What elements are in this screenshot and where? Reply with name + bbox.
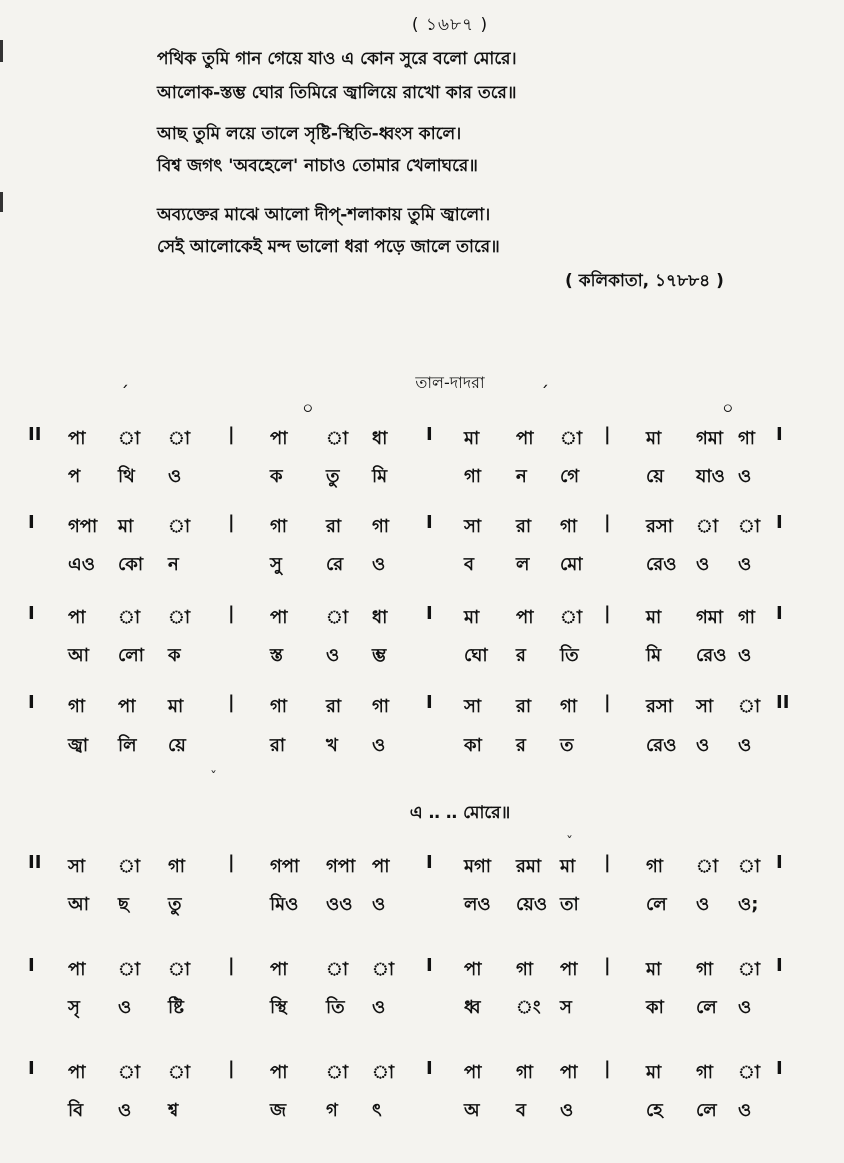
syllable-cell: ম্ভ (372, 645, 387, 666)
swara-cell: া (118, 856, 141, 877)
syllable-cell: হে (646, 1100, 663, 1121)
syllable-cell: ও (168, 466, 182, 487)
swara-cell: I (28, 512, 35, 533)
swara-cell: মা (646, 1062, 662, 1083)
syllable-cell: য়ে (646, 466, 664, 487)
swara-cell: া (738, 856, 761, 877)
swara-cell: গা (68, 696, 86, 717)
syllable-cell: রেও (646, 554, 677, 575)
swara-cell: I (28, 603, 35, 624)
swara-cell: | (228, 852, 235, 873)
swara-cell: া (118, 428, 141, 449)
swara-cell: | (604, 424, 611, 445)
syllable-cell: ও; (738, 894, 759, 915)
swara-cell: | (228, 1058, 235, 1079)
swara-cell: গা (696, 1062, 714, 1083)
syllable-cell: গা (464, 466, 482, 487)
swara-cell: া (372, 959, 395, 980)
page-number: ( ১৬৮৭ ) (411, 15, 489, 35)
swara-cell: পা (560, 959, 578, 980)
lyric-line-6: সেই আলোকেই মন্দ ভালো ধরা পড়ে জালে তারে॥ (157, 237, 500, 257)
syllable-cell: ও (372, 997, 386, 1018)
swara-cell: মা (464, 607, 480, 628)
syllable-cell: তু (168, 894, 182, 915)
syllable-cell: ও (738, 997, 752, 1018)
swara-cell: রা (516, 696, 532, 717)
swara-row (0, 1058, 844, 1088)
syllable-cell: গ (326, 1100, 338, 1121)
syllable-cell: রে (326, 554, 344, 575)
margin-line (0, 192, 3, 212)
swara-row (0, 512, 844, 542)
swara-cell: পা (270, 959, 288, 980)
syllable-cell: ও (372, 735, 386, 756)
swara-cell: I (776, 603, 783, 624)
swara-cell: মা (464, 428, 480, 449)
swara-cell: | (604, 1058, 611, 1079)
swara-cell: II (776, 692, 790, 713)
swara-cell: া (738, 516, 761, 537)
syllable-cell: আ (68, 645, 89, 666)
syllable-cell: কো (118, 554, 144, 575)
swara-cell: রা (326, 696, 342, 717)
syllable-cell: মো (560, 554, 583, 575)
swara-row (0, 692, 844, 722)
syllable-cell: য়ে (168, 735, 186, 756)
swara-cell: া (118, 1062, 141, 1083)
syllable-cell: রা (270, 735, 286, 756)
swara-cell: া (560, 428, 583, 449)
syllable-row (0, 993, 844, 1023)
swara-cell: া (696, 856, 719, 877)
tala-title: তাল-দাদরা (415, 373, 485, 392)
swara-cell: I (426, 424, 433, 445)
swara-cell: গপা (68, 516, 98, 537)
swara-cell: I (28, 955, 35, 976)
syllable-row (0, 550, 844, 580)
stray-mark: ˇ (210, 770, 217, 786)
syllable-cell: ত (560, 735, 574, 756)
swara-cell: া (118, 607, 141, 628)
swara-cell: ধা (372, 428, 388, 449)
syllable-cell: ও (372, 894, 386, 915)
swara-cell: গা (372, 696, 390, 717)
swara-cell: I (776, 424, 783, 445)
swara-cell: া (168, 428, 191, 449)
swara-cell: মা (646, 428, 662, 449)
syllable-cell: যাও (696, 466, 725, 487)
swara-cell: া (326, 1062, 349, 1083)
syllable-cell: লি (118, 735, 137, 756)
swara-cell: রসা (646, 516, 674, 537)
swara-cell: সা (696, 696, 714, 717)
syllable-cell: সৃ (68, 997, 80, 1018)
syllable-cell: শ্ব (168, 1100, 179, 1121)
syllable-cell: লও (464, 894, 491, 915)
swara-row (0, 852, 844, 882)
swara-cell: মা (168, 696, 184, 717)
lyric-line-1: পথিক তুমি গান গেয়ে যাও এ কোন সুরে বলো মোরে। (157, 49, 517, 69)
syllable-cell: কা (464, 735, 482, 756)
lyric-line-5: অব্যক্তের মাঝে আলো দীপ্‌-শলাকায় তুমি জ্বালো। (157, 205, 491, 225)
syllable-cell: ক (270, 466, 283, 487)
syllable-cell: স্ত (270, 645, 283, 666)
syllable-cell: কা (646, 997, 664, 1018)
swara-cell: রা (326, 516, 342, 537)
swara-cell: | (228, 512, 235, 533)
syllable-cell: তি (326, 997, 345, 1018)
syllable-cell: ৎ (372, 1100, 382, 1121)
syllable-cell: মি (646, 645, 662, 666)
syllable-cell: ষ্টি (168, 997, 184, 1018)
swara-cell: | (228, 424, 235, 445)
syllable-cell: ঘো (464, 645, 488, 666)
syllable-cell: ও (738, 1100, 752, 1121)
swara-cell: গা (560, 696, 578, 717)
swara-cell: পা (68, 428, 86, 449)
swara-cell: I (426, 603, 433, 624)
syllable-cell: রেও (646, 735, 677, 756)
syllable-row (0, 890, 844, 920)
swara-cell: মা (560, 856, 576, 877)
swara-cell: গা (270, 516, 288, 537)
swara-cell: গা (696, 959, 714, 980)
swara-cell: গা (168, 856, 186, 877)
swara-row (0, 424, 844, 454)
swara-cell: পা (560, 1062, 578, 1083)
swara-cell: | (228, 692, 235, 713)
tala-mark: ০ (722, 398, 734, 419)
syllable-row (0, 1096, 844, 1126)
swara-cell: া (372, 1062, 395, 1083)
syllable-cell: স্থি (270, 997, 288, 1018)
syllable-cell: ধ্ব (464, 997, 481, 1018)
swara-cell: | (604, 692, 611, 713)
swara-cell: া (168, 959, 191, 980)
swara-cell: া (326, 428, 349, 449)
lyric-line-2: আলোক-স্তম্ভ ঘোর তিমিরে জ্বালিয়ে রাখো কার তরে॥ (157, 83, 517, 103)
syllable-cell: ও (738, 645, 752, 666)
swara-cell: গপা (270, 856, 300, 877)
swara-cell: | (604, 512, 611, 533)
swara-cell: সা (464, 516, 482, 537)
swara-cell: I (426, 852, 433, 873)
swara-cell: গা (738, 428, 756, 449)
swara-cell: I (776, 955, 783, 976)
swara-cell: মা (646, 607, 662, 628)
syllable-cell: লে (696, 997, 717, 1018)
syllable-cell: ও (738, 735, 752, 756)
swara-cell: া (118, 959, 141, 980)
swara-cell: গা (270, 696, 288, 717)
swara-cell: সা (68, 856, 86, 877)
swara-cell: পা (516, 428, 534, 449)
swara-cell: গা (560, 516, 578, 537)
swara-cell: গমা (696, 607, 724, 628)
swara-cell: পা (68, 959, 86, 980)
swara-cell: রমা (516, 856, 542, 877)
swara-cell: I (28, 692, 35, 713)
syllable-cell: সু (270, 554, 282, 575)
syllable-row (0, 641, 844, 671)
swara-cell: I (776, 852, 783, 873)
syllable-cell: লো (118, 645, 144, 666)
swara-cell: গা (646, 856, 664, 877)
swara-cell: পা (372, 856, 390, 877)
syllable-cell: মিও (270, 894, 299, 915)
syllable-cell: র (516, 645, 526, 666)
syllable-cell: ব (516, 1100, 527, 1121)
syllable-cell: অ (464, 1100, 480, 1121)
syllable-cell: বি (68, 1100, 84, 1121)
stray-mark: ˇ (566, 835, 573, 851)
swara-cell: ধা (372, 607, 388, 628)
swara-cell: I (426, 955, 433, 976)
swara-cell: পা (270, 607, 288, 628)
syllable-cell: ক (168, 645, 181, 666)
syllable-cell: জ (270, 1100, 287, 1121)
margin-line (0, 40, 3, 62)
swara-cell: মগা (464, 856, 492, 877)
swara-cell: I (426, 512, 433, 533)
swara-cell: গা (738, 607, 756, 628)
syllable-cell: য়েও (516, 894, 548, 915)
swara-cell: সা (464, 696, 482, 717)
syllable-cell: ং (516, 997, 541, 1018)
syllable-cell: গে (560, 466, 580, 487)
swara-cell: গা (516, 1062, 534, 1083)
syllable-cell: ও (738, 466, 752, 487)
syllable-cell: ও (738, 554, 752, 575)
swara-cell: রা (516, 516, 532, 537)
swara-cell: া (168, 516, 191, 537)
swara-cell: গা (372, 516, 390, 537)
swara-cell: া (738, 959, 761, 980)
syllable-cell: তু (326, 466, 340, 487)
swara-cell: পা (68, 607, 86, 628)
swara-cell: রসা (646, 696, 674, 717)
swara-cell: া (168, 1062, 191, 1083)
syllable-cell: প (68, 466, 81, 487)
swara-cell: II (28, 424, 42, 445)
syllable-cell: রেও (696, 645, 727, 666)
tala-mark: ০ (302, 398, 314, 419)
swara-cell: পা (270, 1062, 288, 1083)
syllable-cell: র (516, 735, 526, 756)
tala-mark: ´ (120, 383, 129, 404)
swara-cell: পা (464, 959, 482, 980)
swara-cell: পা (270, 428, 288, 449)
swara-cell: গমা (696, 428, 724, 449)
swara-cell: পা (68, 1062, 86, 1083)
swara-cell: া (738, 696, 761, 717)
syllable-cell: ওও (326, 894, 353, 915)
syllable-cell: থি (118, 466, 135, 487)
swara-cell: I (28, 1058, 35, 1079)
syllable-row (0, 731, 844, 761)
swara-cell: | (604, 852, 611, 873)
lyric-line-4: বিশ্ব জগৎ 'অবহেলে' নাচাও তোমার খেলাঘরে॥ (157, 156, 478, 176)
swara-cell: পা (118, 696, 136, 717)
swara-cell: া (696, 516, 719, 537)
swara-cell: া (168, 607, 191, 628)
place-date: ( কলিকাতা, ১৭৮৮৪ ) (565, 271, 724, 291)
syllable-cell: মি (372, 466, 388, 487)
swara-cell: া (326, 607, 349, 628)
syllable-cell: আ (68, 894, 89, 915)
swara-row (0, 955, 844, 985)
swara-cell: গা (516, 959, 534, 980)
syllable-cell: ন (168, 554, 179, 575)
syllable-cell: লে (696, 1100, 717, 1121)
syllable-cell: ও (118, 997, 132, 1018)
lyric-line-3: আছ তুমি লয়ে তালে সৃষ্টি-স্থিতি-ধ্বংস কালে। (157, 124, 462, 144)
syllable-cell: খ (326, 735, 338, 756)
syllable-cell: তি (560, 645, 579, 666)
refrain: এ ‥ ‥ মোরে॥ (409, 803, 511, 823)
syllable-cell: ও (560, 1100, 574, 1121)
syllable-cell: ব (464, 554, 475, 575)
swara-cell: | (604, 955, 611, 976)
syllable-cell: জ্বা (68, 735, 89, 756)
swara-cell: গপা (326, 856, 356, 877)
swara-cell: I (776, 1058, 783, 1079)
syllable-cell: লে (646, 894, 667, 915)
tala-mark: ´ (540, 383, 549, 404)
swara-cell: I (426, 692, 433, 713)
syllable-cell: ছ (118, 894, 129, 915)
swara-cell: া (738, 1062, 761, 1083)
swara-cell: I (426, 1058, 433, 1079)
syllable-cell: ও (326, 645, 340, 666)
swara-cell: পা (464, 1062, 482, 1083)
swara-cell: া (560, 607, 583, 628)
swara-cell: | (228, 955, 235, 976)
swara-cell: | (228, 603, 235, 624)
swara-cell: মা (118, 516, 134, 537)
syllable-cell: স (560, 997, 572, 1018)
syllable-cell: ও (696, 554, 710, 575)
syllable-cell: এও (68, 554, 95, 575)
swara-row (0, 603, 844, 633)
syllable-row (0, 462, 844, 492)
swara-cell: I (776, 512, 783, 533)
syllable-cell: ন (516, 466, 527, 487)
syllable-cell: ও (372, 554, 386, 575)
syllable-cell: ও (118, 1100, 132, 1121)
swara-cell: া (326, 959, 349, 980)
swara-cell: | (604, 603, 611, 624)
swara-cell: পা (516, 607, 534, 628)
swara-cell: II (28, 852, 42, 873)
syllable-cell: ও (696, 894, 710, 915)
syllable-cell: ল (516, 554, 530, 575)
syllable-cell: ও (696, 735, 710, 756)
swara-cell: মা (646, 959, 662, 980)
syllable-cell: তা (560, 894, 579, 915)
